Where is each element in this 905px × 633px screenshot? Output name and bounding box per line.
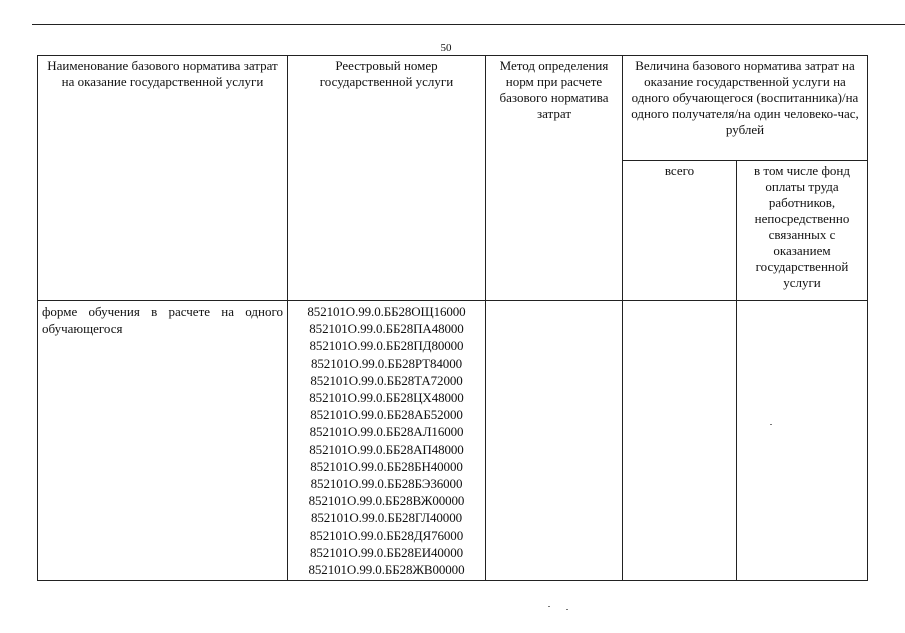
scan-speck: [548, 606, 550, 607]
top-rule: [32, 24, 905, 25]
code-list: [292, 303, 481, 578]
registry-code: 852101О.99.0.ББ28ПД80000: [309, 338, 464, 354]
registry-code: 852101О.99.0.ББ28РТ84000: [311, 355, 462, 371]
scan-speck: [566, 609, 568, 610]
row-total: [623, 301, 737, 581]
header-payroll: в том числе фонд оплаты труда работников, непосредственно связанных с оказанием государственной услуги: [737, 161, 868, 301]
registry-code: 852101О.99.0.ББ28АЛ16000: [309, 424, 464, 440]
registry-code: 852101О.99.0.ББ28АП48000: [309, 441, 464, 457]
norm-table: [37, 55, 868, 581]
registry-code: 852101О.99.0.ББ28ДЯ76000: [309, 527, 464, 543]
header-norm-name: Наименование базового норматива затрат на оказание государственной услуги: [38, 56, 288, 301]
registry-code: 852101О.99.0.ББ28ЖВ00000: [308, 562, 465, 578]
row-description: форме обучения в расчете на одного обучающегося: [38, 301, 288, 581]
page-number: 50: [440, 42, 452, 54]
registry-code: 852101О.99.0.ББ28ОЩ16000: [307, 304, 466, 319]
registry-code: 852101О.99.0.ББ28БН40000: [310, 458, 463, 474]
registry-code: 852101О.99.0.ББ28ЦХ48000: [309, 390, 464, 406]
registry-code: 852101О.99.0.ББ28БЭ36000: [310, 476, 463, 492]
registry-code: 852101О.99.0.ББ28ТА72000: [310, 372, 463, 388]
header-total: всего: [623, 161, 737, 301]
registry-code: 852101О.99.0.ББ28ПА48000: [309, 321, 464, 337]
row-method: [486, 301, 623, 581]
header-method: Метод определения норм при расчете базового норматива затрат: [486, 56, 623, 301]
registry-code: 852101О.99.0.ББ28ГЛ40000: [310, 510, 463, 526]
header-registry-number: Реестровый номер государственной услуги: [288, 56, 486, 301]
registry-code: 852101О.99.0.ББ28ВЖ00000: [308, 493, 465, 509]
registry-code: 852101О.99.0.ББ28АБ52000: [310, 407, 463, 423]
registry-code: 852101О.99.0.ББ28ЕИ40000: [310, 544, 463, 560]
row-codes: [288, 301, 486, 581]
table-row: [38, 301, 868, 581]
scan-speck: [770, 424, 772, 425]
row-payroll: [737, 301, 868, 581]
header-norm-value: Величина базового норматива затрат на оказание государственной услуги на одного обучающегося (воспитанника)/на одного получателя/на один человеко-час, рублей: [623, 56, 868, 161]
